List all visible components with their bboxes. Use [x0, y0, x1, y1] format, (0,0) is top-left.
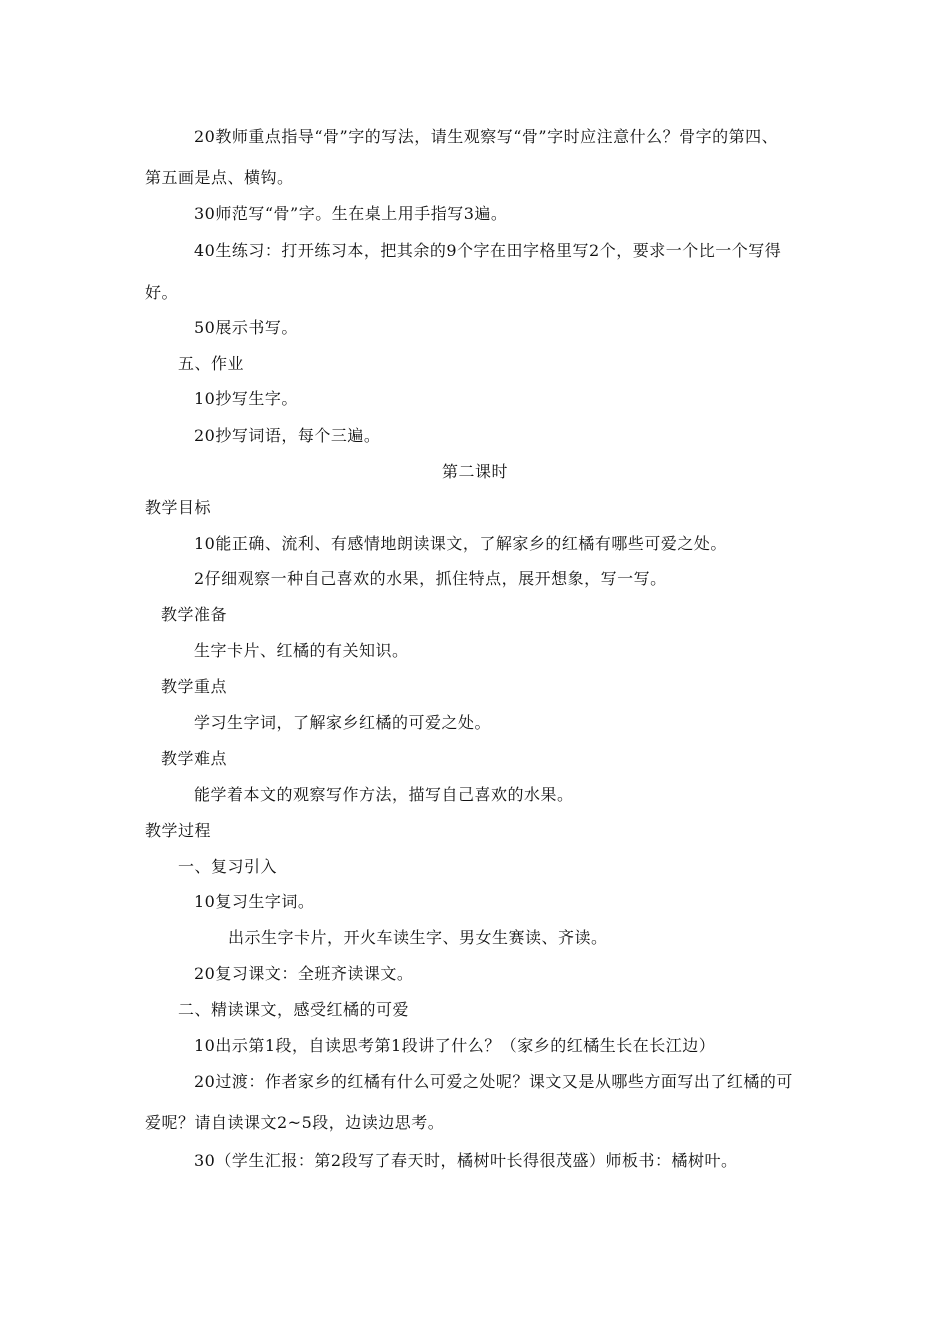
- section-heading: 二、精读课文，感受红橘的可爱: [178, 1000, 410, 1019]
- paragraph-line: 20抄写词语，每个三遍。: [194, 426, 381, 445]
- paragraph-line: 第五画是点、横钩。: [145, 168, 294, 187]
- paragraph-line: 爱呢？请自读课文2~5段，边读边思考。: [145, 1113, 445, 1132]
- section-heading: 教学目标: [145, 498, 212, 517]
- paragraph-line: 能学着本文的观察写作方法，描写自己喜欢的水果。: [194, 785, 574, 804]
- paragraph-line: 10复习生字词。: [194, 892, 315, 911]
- section-heading: 一、复习引入: [178, 857, 278, 876]
- paragraph-line: 50展示书写。: [194, 318, 298, 337]
- section-heading: 教学难点: [161, 749, 228, 768]
- paragraph-line: 20过渡：作者家乡的红橘有什么可爱之处呢？课文又是从哪些方面写出了红橘的可: [194, 1072, 793, 1091]
- section-heading: 教学过程: [145, 821, 212, 840]
- paragraph-line: 10能正确、流利、有感情地朗读课文，了解家乡的红橘有哪些可爱之处。: [194, 534, 727, 553]
- section-heading: 五、作业: [178, 354, 245, 373]
- lesson-title: 第二课时: [441, 462, 508, 481]
- paragraph-line: 10抄写生字。: [194, 389, 298, 408]
- paragraph-line: 40生练习：打开练习本，把其余的9个字在田字格里写2个，要求一个比一个写得: [194, 241, 782, 260]
- paragraph-line: 20教师重点指导“骨”字的写法，请生观察写“骨”字时应注意什么？骨字的第四、: [194, 127, 779, 146]
- paragraph-line: 2仔细观察一种自己喜欢的水果，抓住特点，展开想象，写一写。: [194, 569, 667, 588]
- section-heading: 教学重点: [161, 677, 228, 696]
- paragraph-line: 生字卡片、红橘的有关知识。: [194, 641, 409, 660]
- paragraph-line: 30师范写“骨”字。生在桌上用手指写3遍。: [194, 204, 508, 223]
- paragraph-line: 学习生字词，了解家乡红橘的可爱之处。: [194, 713, 492, 732]
- paragraph-line: 10出示第1段，自读思考第1段讲了什么？（家乡的红橘生长在长江边）: [194, 1036, 716, 1055]
- paragraph-line: 好。: [145, 283, 179, 302]
- section-heading: 教学准备: [161, 605, 228, 624]
- paragraph-line: 30（学生汇报：第2段写了春天时，橘树叶长得很茂盛）师板书：橘树叶。: [194, 1151, 738, 1170]
- paragraph-line: 出示生字卡片，开火车读生字、男女生赛读、齐读。: [228, 928, 608, 947]
- paragraph-line: 20复习课文：全班齐读课文。: [194, 964, 414, 983]
